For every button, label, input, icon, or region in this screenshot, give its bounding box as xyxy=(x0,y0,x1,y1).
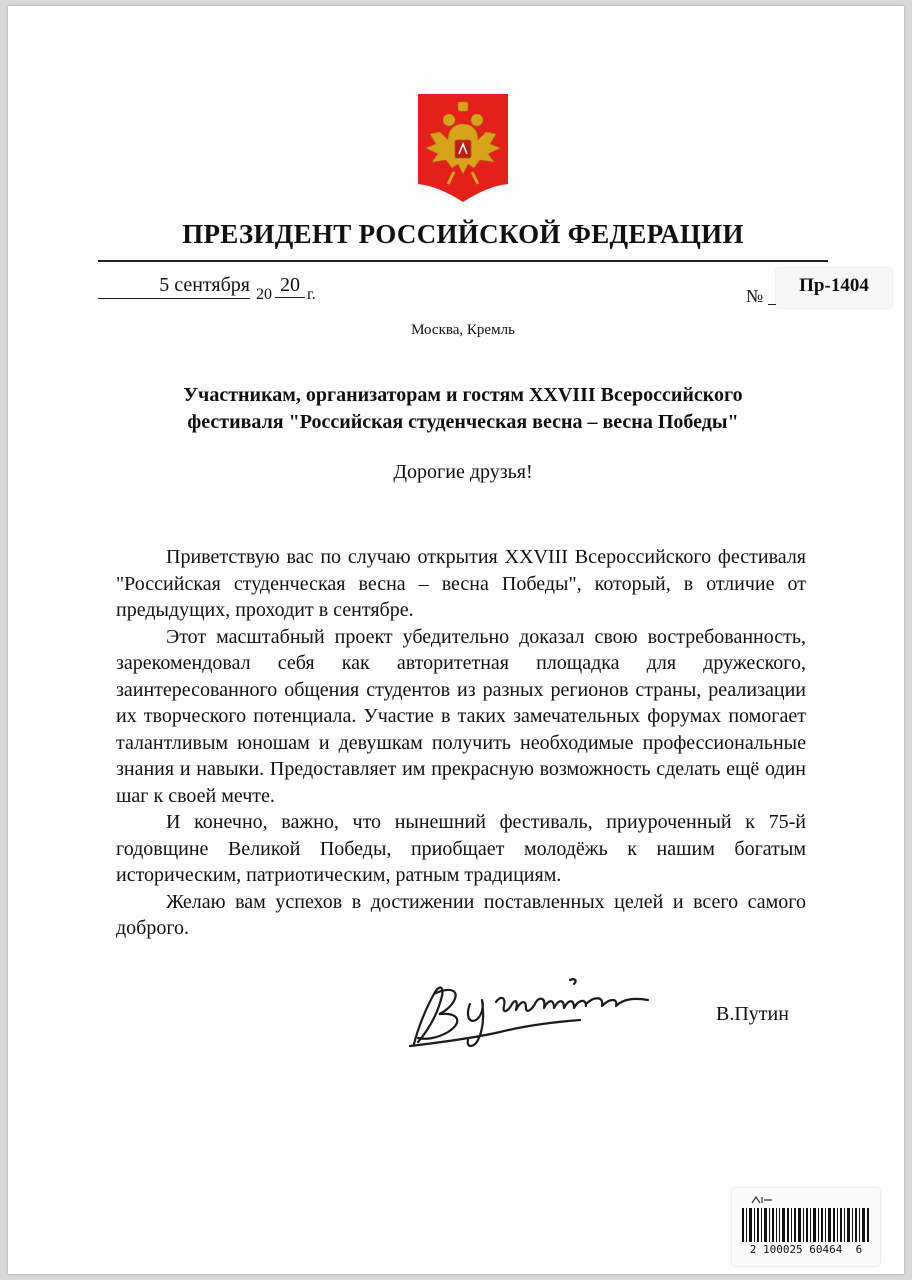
sticker-mark-icon xyxy=(750,1192,774,1202)
body-paragraph: И конечно, важно, что нынешний фестиваль, приуроченный к 75-й годовщине Великой Победы, приобщает молодёжь к нашим богатым историческим, патриотическим, ратным традициям. xyxy=(116,811,806,886)
body-paragraph: Приветствую вас по случаю открытия XXVIII Всероссийского фестиваля "Российская студенческая весна – весна Победы", который, в отличие от предыдущих, проходит в сентябре. xyxy=(116,546,806,621)
organization-title: ПРЕЗИДЕНТ РОССИЙСКОЙ ФЕДЕРАЦИИ xyxy=(182,219,744,249)
addressee-line: Участникам, организаторам и гостям XXVIII Всероссийского xyxy=(183,384,743,406)
handwritten-signature xyxy=(404,968,664,1052)
number-label: № xyxy=(746,286,764,306)
barcode-number: 2 100025 60464 6 xyxy=(749,1243,863,1256)
coat-of-arms-icon xyxy=(418,94,508,202)
date-day-month: 5 сентября xyxy=(98,274,250,299)
date-year-prefix: 20 xyxy=(256,286,272,303)
barcode-sticker xyxy=(732,1188,880,1266)
place-of-issue: Москва, Кремль xyxy=(411,322,515,338)
addressee-block xyxy=(108,382,818,436)
date-year-unit: г. xyxy=(307,286,316,303)
signer-name: В.Путин xyxy=(716,1003,789,1025)
barcode-icon xyxy=(742,1208,870,1242)
title-divider xyxy=(98,260,828,262)
letter-page xyxy=(8,6,904,1274)
registration-number-sticker: Пр-1404 xyxy=(776,268,892,308)
letter-body xyxy=(116,544,806,942)
body-paragraph: Этот масштабный проект убедительно доказал свою востребованность, зарекомендовал себя как авторитетная площадка для дружеского, заинтересованного общения студентов из разных регионов страны, реализации их творческого потенциала. Участие в таких замечательных форумах помогает талантливым юношам и девушкам получить необходимые профессиональные знания и навыки. Предоставляет им прекрасную возможность сделать ещё один шаг к своей мечте. xyxy=(116,625,806,807)
addressee-line: фестиваля "Российская студенческая весна – весна Победы" xyxy=(187,411,739,433)
date-year: 20 xyxy=(275,274,305,298)
salutation: Дорогие друзья! xyxy=(393,461,533,483)
body-paragraph: Желаю вам успехов в достижении поставленных целей и всего самого доброго. xyxy=(116,890,806,939)
